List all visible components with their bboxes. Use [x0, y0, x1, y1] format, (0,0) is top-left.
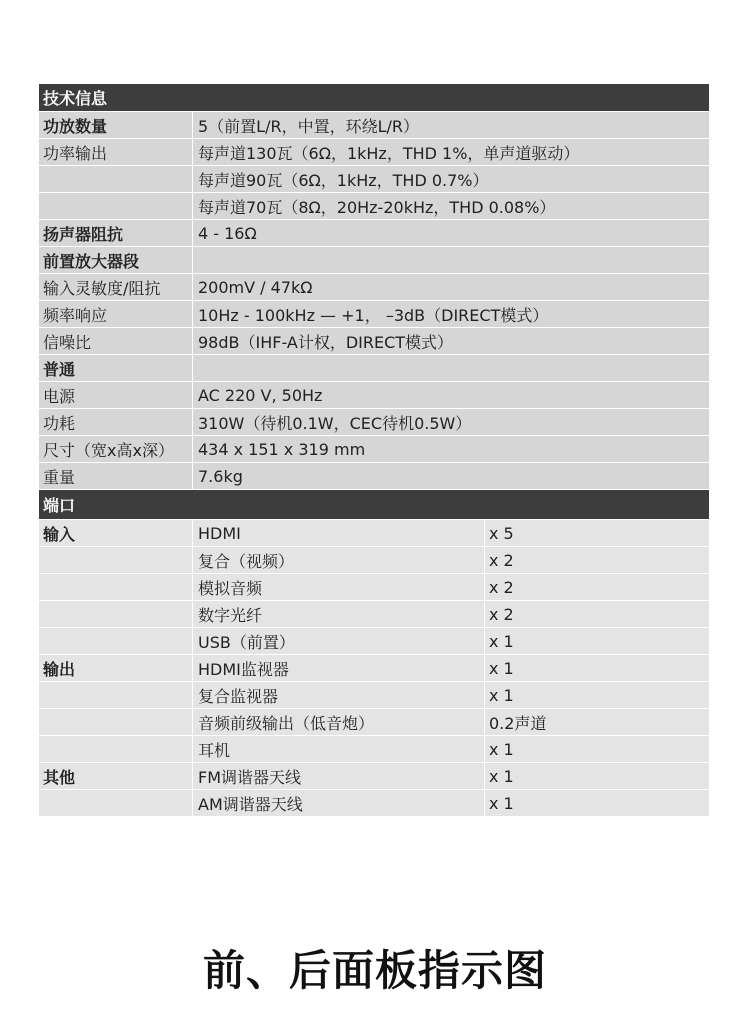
port-name: 音频前级输出（低音炮）: [193, 709, 485, 735]
port-group-empty: [39, 547, 193, 573]
port-group-empty: [39, 601, 193, 627]
port-count: x 1: [489, 658, 514, 678]
port-name: 复合（视频）: [193, 547, 485, 573]
port-count: x 2: [489, 604, 514, 624]
port-name: 数字光纤: [193, 601, 485, 627]
spec-label: 信噪比: [39, 328, 193, 354]
spec-value: 310W（待机0.1W，CEC待机0.5W）: [198, 413, 472, 433]
section-header-tech: [39, 84, 709, 112]
spec-row-snr: [39, 328, 709, 355]
section-title: 端口: [43, 496, 76, 515]
spec-value: AC 220 V, 50Hz: [198, 385, 323, 405]
spec-row-weight: [39, 463, 709, 490]
port-row: [39, 520, 709, 547]
spec-row-impedance: [39, 220, 709, 247]
spec-label: 重量: [39, 463, 193, 489]
port-row: [39, 655, 709, 682]
spec-subsection-title: 普通: [39, 355, 193, 381]
spec-row-power-output: [39, 139, 709, 166]
spec-row-power-supply: [39, 382, 709, 409]
port-name: 模拟音频: [193, 574, 485, 600]
port-row: [39, 682, 709, 709]
port-group-empty: [39, 628, 193, 654]
spec-label: 尺寸（宽x高x深）: [39, 436, 193, 462]
port-group-empty: [39, 682, 193, 708]
spec-value: 每声道90瓦（6Ω，1kHz，THD 0.7%）: [198, 170, 489, 190]
spec-row-power-output-3: [39, 193, 709, 220]
spec-label: 功放数量: [39, 112, 193, 138]
port-name: AM调谐器天线: [193, 790, 485, 816]
port-group-empty: [39, 790, 193, 816]
section-header-ports: [39, 490, 709, 520]
port-count: x 1: [489, 766, 514, 786]
section-title: 技术信息: [43, 89, 108, 108]
port-name: 耳机: [193, 736, 485, 762]
port-group-label: 输入: [39, 520, 193, 546]
spec-label: 功率输出: [39, 139, 193, 165]
port-row: [39, 547, 709, 574]
spec-value: 每声道70瓦（8Ω，20Hz-20kHz，THD 0.08%）: [198, 197, 556, 217]
spec-label-empty: [39, 166, 193, 192]
port-group-empty: [39, 736, 193, 762]
spec-label: 扬声器阻抗: [39, 220, 193, 246]
port-name: HDMI: [193, 520, 485, 546]
spec-label: 功耗: [39, 409, 193, 435]
port-count: x 1: [489, 739, 514, 759]
spec-row-consumption: [39, 409, 709, 436]
port-count: x 2: [489, 550, 514, 570]
port-row: [39, 628, 709, 655]
spec-value: 4 - 16Ω: [198, 223, 257, 243]
spec-table: [39, 84, 709, 817]
panel-diagram-title: 前、后面板指示图: [202, 946, 547, 995]
port-row: [39, 709, 709, 736]
port-count: x 5: [489, 523, 514, 543]
port-group-empty: [39, 574, 193, 600]
spec-row-dimensions: [39, 436, 709, 463]
spec-label: 电源: [39, 382, 193, 408]
spec-row-amp-count: [39, 112, 709, 139]
spec-value: 200mV / 47kΩ: [198, 277, 313, 297]
port-count: x 1: [489, 685, 514, 705]
spec-label: 输入灵敏度/阻抗: [39, 274, 193, 300]
spec-label-empty: [39, 193, 193, 219]
port-name: HDMI监视器: [193, 655, 485, 681]
port-group-label: 输出: [39, 655, 193, 681]
port-group-empty: [39, 709, 193, 735]
spec-value: 7.6kg: [198, 466, 243, 486]
spec-row-freq-response: [39, 301, 709, 328]
port-count: x 1: [489, 793, 514, 813]
port-count: x 1: [489, 631, 514, 651]
spec-value: 5（前置L/R，中置，环绕L/R）: [198, 116, 420, 136]
spec-value: 98dB（IHF-A计权，DIRECT模式）: [198, 332, 454, 352]
port-row: [39, 790, 709, 817]
spec-value: 每声道130瓦（6Ω，1kHz，THD 1%，单声道驱动）: [198, 143, 580, 163]
spec-row-general: [39, 355, 709, 382]
port-row: [39, 601, 709, 628]
port-row: [39, 574, 709, 601]
spec-row-power-output-2: [39, 166, 709, 193]
port-count: x 2: [489, 577, 514, 597]
port-name: FM调谐器天线: [193, 763, 485, 789]
spec-label: 频率响应: [39, 301, 193, 327]
port-group-label: 其他: [39, 763, 193, 789]
spec-subsection-title: 前置放大器段: [39, 247, 193, 273]
spec-value-empty: [193, 247, 709, 273]
spec-value: 434 x 151 x 319 mm: [198, 439, 366, 459]
spec-value: 10Hz - 100kHz — +1， –3dB（DIRECT模式）: [198, 305, 549, 325]
spec-value-empty: [193, 355, 709, 381]
spec-row-sensitivity: [39, 274, 709, 301]
spec-row-preamp: [39, 247, 709, 274]
port-name: USB（前置）: [193, 628, 485, 654]
port-name: 复合监视器: [193, 682, 485, 708]
port-row: [39, 763, 709, 790]
port-count: 0.2声道: [489, 713, 547, 733]
port-row: [39, 736, 709, 763]
